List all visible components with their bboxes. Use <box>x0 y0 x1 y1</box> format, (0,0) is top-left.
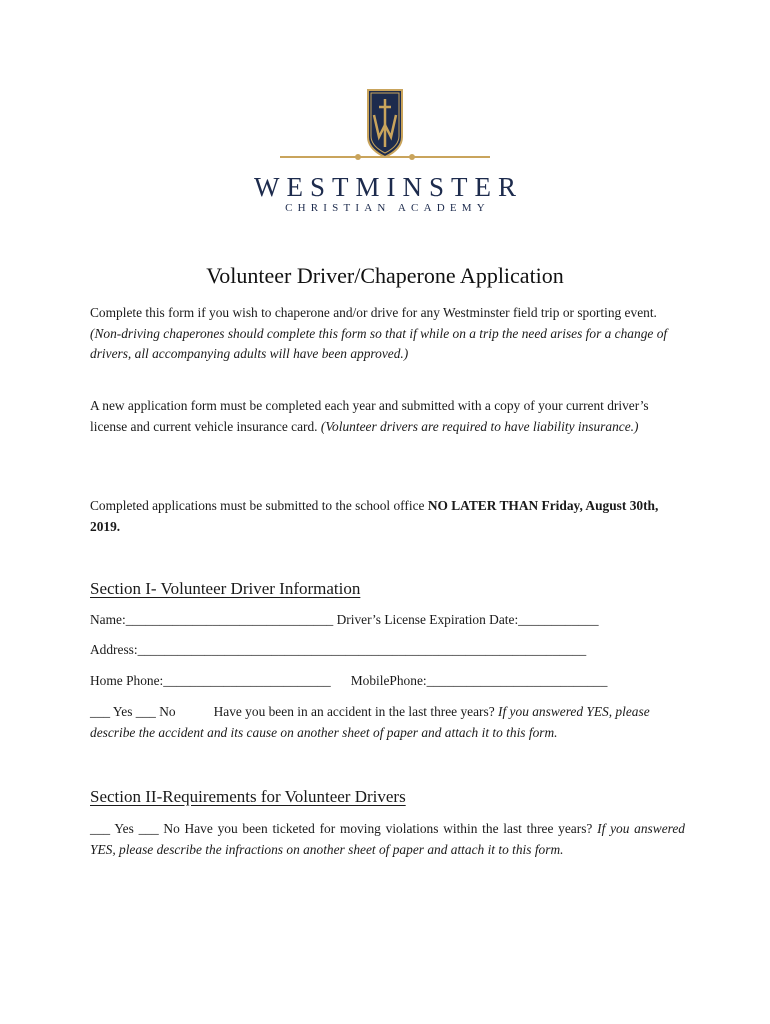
accident-yes-no[interactable]: ___ Yes ___ No <box>90 704 176 719</box>
ticket-instructions: If you answered YES, please describe the infractions on another sheet of paper and attach it to this form. <box>90 821 685 857</box>
section1-heading: Section I- Volunteer Driver Information <box>90 579 361 598</box>
renewal-text: A new application form must be completed each year and submitted with a copy of your current driver’s license and current vehicle insurance card. <box>90 398 649 434</box>
address-field-line[interactable]: Address:___________________________________________________________________ <box>90 642 587 657</box>
phone-field-line[interactable]: Home Phone:_________________________ MobilePhone:___________________________ <box>90 673 608 688</box>
shield-crest-icon <box>270 85 500 165</box>
page-title: Volunteer Driver/Chaperone Application <box>206 263 564 288</box>
school-subtitle: CHRISTIAN ACADEMY <box>285 202 490 214</box>
intro-text: Complete this form if you wish to chaperone and/or drive for any Westminster field trip or sporting event. <box>90 305 657 320</box>
deadline-paragraph <box>90 496 685 537</box>
renewal-italic-note: (Volunteer drivers are required to have liability insurance.) <box>320 418 639 434</box>
school-wordmark: WESTMINSTER <box>254 172 523 202</box>
intro-italic-note: (Non-driving chaperones should complete this form so that if while on a trip the need arises for a change of drivers, all accompanying adults will have been approved.) <box>90 325 668 361</box>
ticket-question[interactable]: ___ Yes ___ No Have you been ticketed for moving violations within the last three years? <box>90 821 593 836</box>
accident-question-block <box>90 702 685 743</box>
ticket-question-block <box>90 819 685 860</box>
deadline-date: NO LATER THAN Friday, August 30th, 2019. <box>90 498 659 534</box>
accident-instructions: If you answered YES, please describe the accident and its cause on another sheet of paper and attach it to this form. <box>90 704 650 740</box>
renewal-paragraph <box>90 396 685 437</box>
deadline-text: Completed applications must be submitted to the school office <box>90 498 428 513</box>
accident-question: Have you been in an accident in the last three years? <box>213 704 495 719</box>
section2-heading: Section II-Requirements for Volunteer Drivers <box>90 787 406 806</box>
intro-paragraph <box>90 303 685 365</box>
name-license-field-line[interactable]: Name:_______________________________ Driver’s License Expiration Date:____________ <box>90 612 599 627</box>
